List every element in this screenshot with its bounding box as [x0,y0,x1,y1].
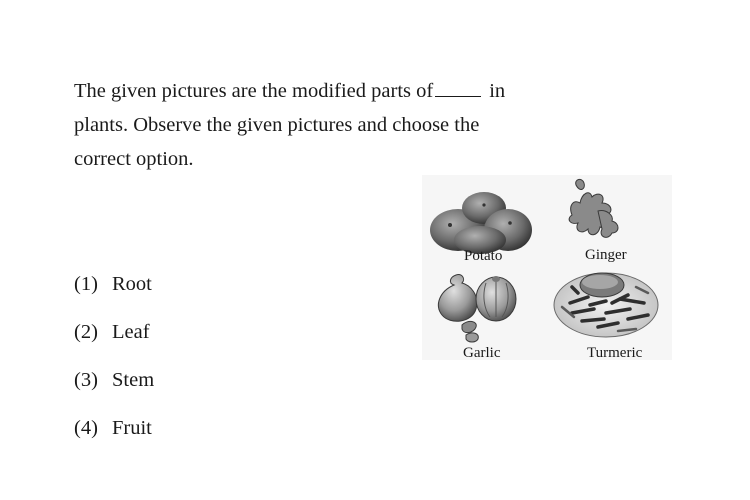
question-line-1-end: in [489,80,506,102]
question-line-1-text: The given pictures are the modified parts of [74,80,434,102]
option-number: (2) [74,321,98,343]
option-label: Leaf [112,321,150,343]
option-label: Stem [112,369,155,391]
option-number: (1) [74,273,98,295]
question-line-3: correct option. [74,148,194,170]
option-label: Root [112,273,152,295]
figure-illustrations [422,175,672,365]
turmeric-label: Turmeric [587,345,643,361]
turmeric-image [554,273,658,337]
option-3[interactable] [74,363,154,411]
option-number: (4) [74,417,98,439]
question-text [74,74,544,176]
answer-blank [435,80,481,97]
option-4[interactable] [74,411,154,459]
garlic-label: Garlic [463,345,501,361]
answer-options [74,267,154,459]
question-line-1 [74,74,544,108]
ginger-label: Ginger [585,247,627,263]
plant-parts-figure [422,175,672,365]
question-line-2: plants. Observe the given pictures and choose the [74,114,480,136]
option-1[interactable] [74,267,154,315]
option-number: (3) [74,369,98,391]
option-2[interactable] [74,315,154,363]
option-label: Fruit [112,417,152,439]
potato-label: Potato [464,248,503,264]
